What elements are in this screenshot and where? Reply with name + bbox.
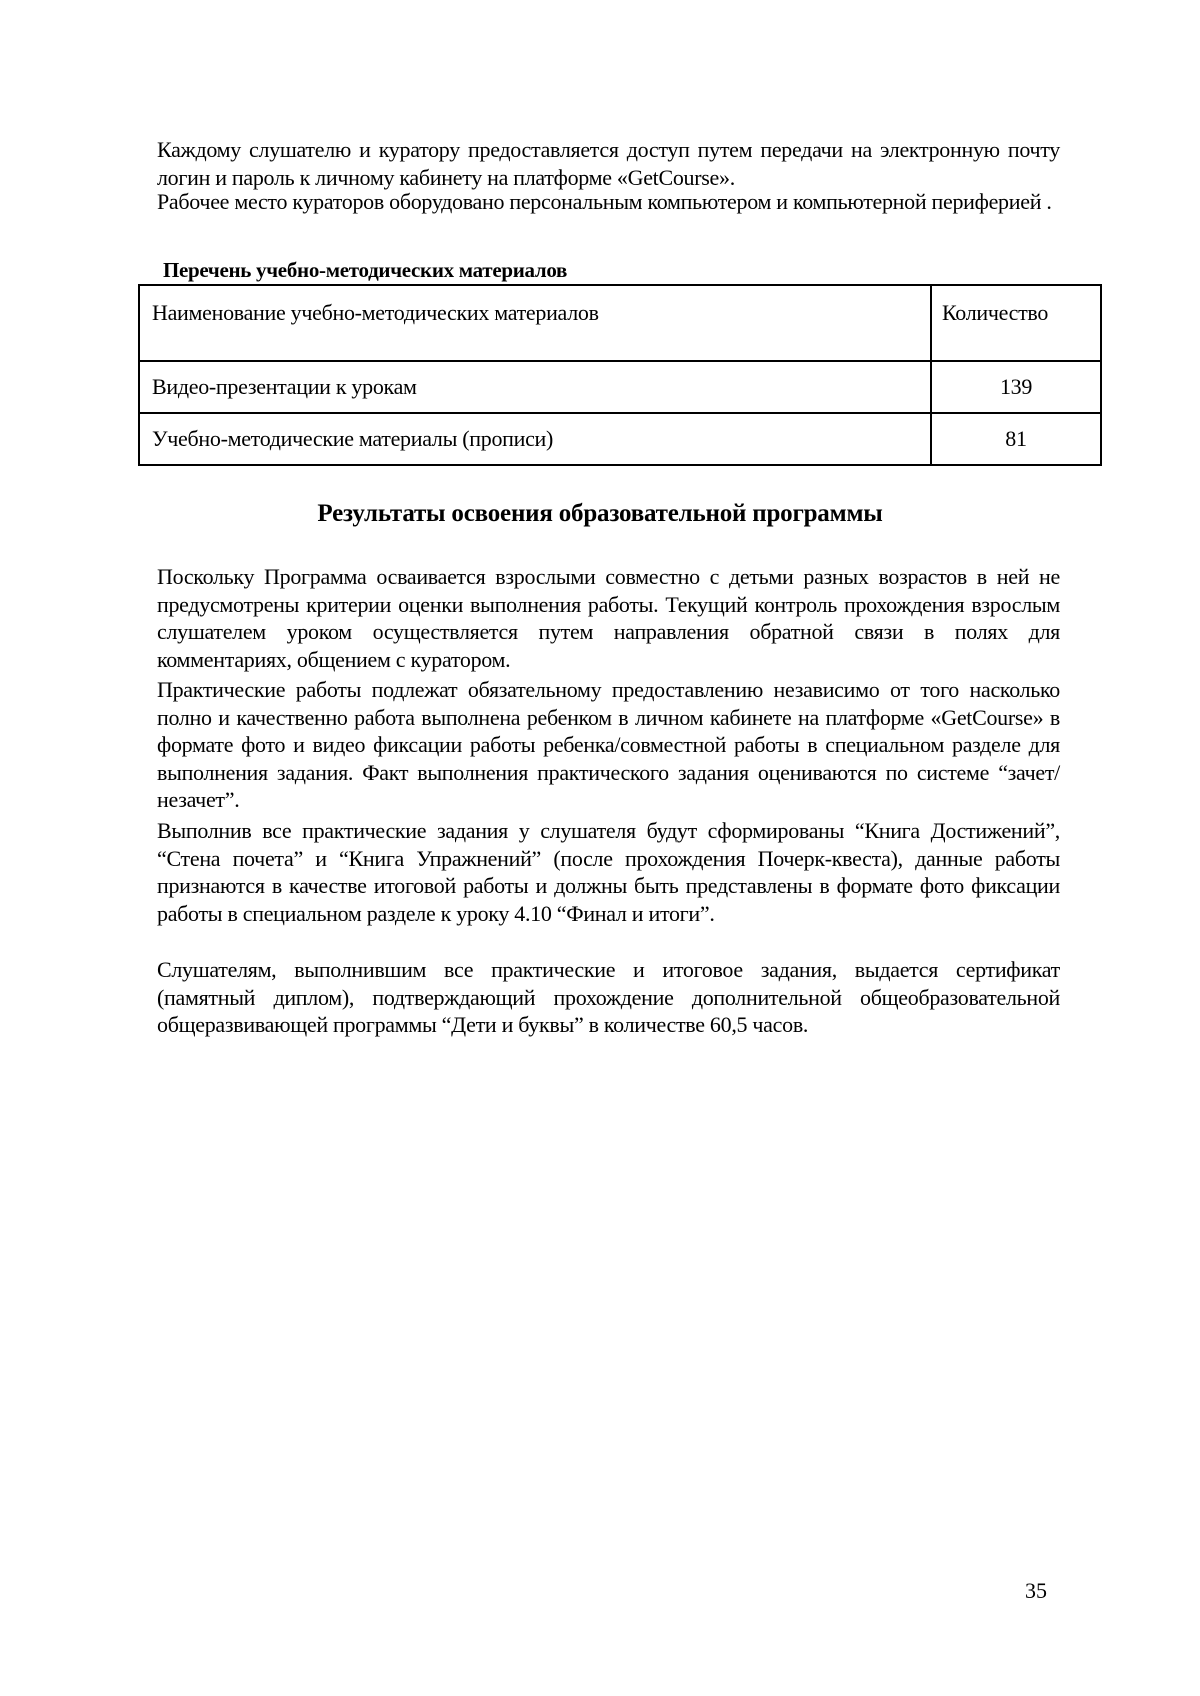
table-row	[139, 413, 1101, 465]
table-row	[139, 361, 1101, 413]
results-paragraph-1: Поскольку Программа осваивается взрослыми совместно с детьми разных возрастов в ней не предусмотрены критерии оценки выполнения работы. Текущий контроль прохождения взрослым слушателем уроком осуществляется путем направления обратной связи в полях для комментариях, общением с куратором.	[157, 564, 1060, 672]
section-title: Результаты освоения образовательной программы	[317, 500, 883, 527]
materials-table	[138, 284, 1102, 466]
row-name: Видео-презентации к урокам	[139, 361, 931, 413]
header-name: Наименование учебно-методических материалов	[139, 285, 931, 361]
intro-paragraph-workplace: Рабочее место кураторов оборудовано персональным компьютером и компьютерной периферией .	[157, 189, 1052, 214]
page-number: 35	[1025, 1578, 1047, 1603]
row-name: Учебно-методические материалы (прописи)	[139, 413, 931, 465]
results-paragraph-2: Практические работы подлежат обязательному предоставлению независимо от того насколько полно и качественно работа выполнена ребенком в личном кабинете на платформе «GetCourse» в формате фото и видео фиксации работы ребенка/совместной работы в специальном разделе для выполнения задания. Факт выполнения практического задания оцениваются по системе “зачет/незачет”.	[157, 677, 1060, 812]
results-paragraph-3: Выполнив все практические задания у слушателя будут сформированы “Книга Достижений”, “Стена почета” и “Книга Упражнений” (после прохождения Почерк-квеста), данные работы признаются в качестве итоговой работы и должны быть представлены в формате фото фиксации работы в специальном разделе к уроку 4.10 “Финал и итоги”.	[157, 818, 1060, 926]
header-quantity: Количество	[931, 285, 1101, 361]
row-quantity: 81	[931, 413, 1101, 465]
table-header-row	[139, 285, 1101, 361]
row-quantity: 139	[931, 361, 1101, 413]
materials-table-caption: Перечень учебно-методических материалов	[163, 258, 568, 282]
intro-paragraph-access: Каждому слушателю и куратору предоставляется доступ путем передачи на электронную почту логин и пароль к личному кабинету на платформе «GetCourse».	[157, 137, 1060, 190]
results-paragraph-4: Слушателям, выполнившим все практические и итоговое задания, выдается сертификат (памятный диплом), подтверждающий прохождение дополнительной общеобразовательной общеразвивающей программы “Дети и буквы” в количестве 60,5 часов.	[157, 957, 1060, 1037]
